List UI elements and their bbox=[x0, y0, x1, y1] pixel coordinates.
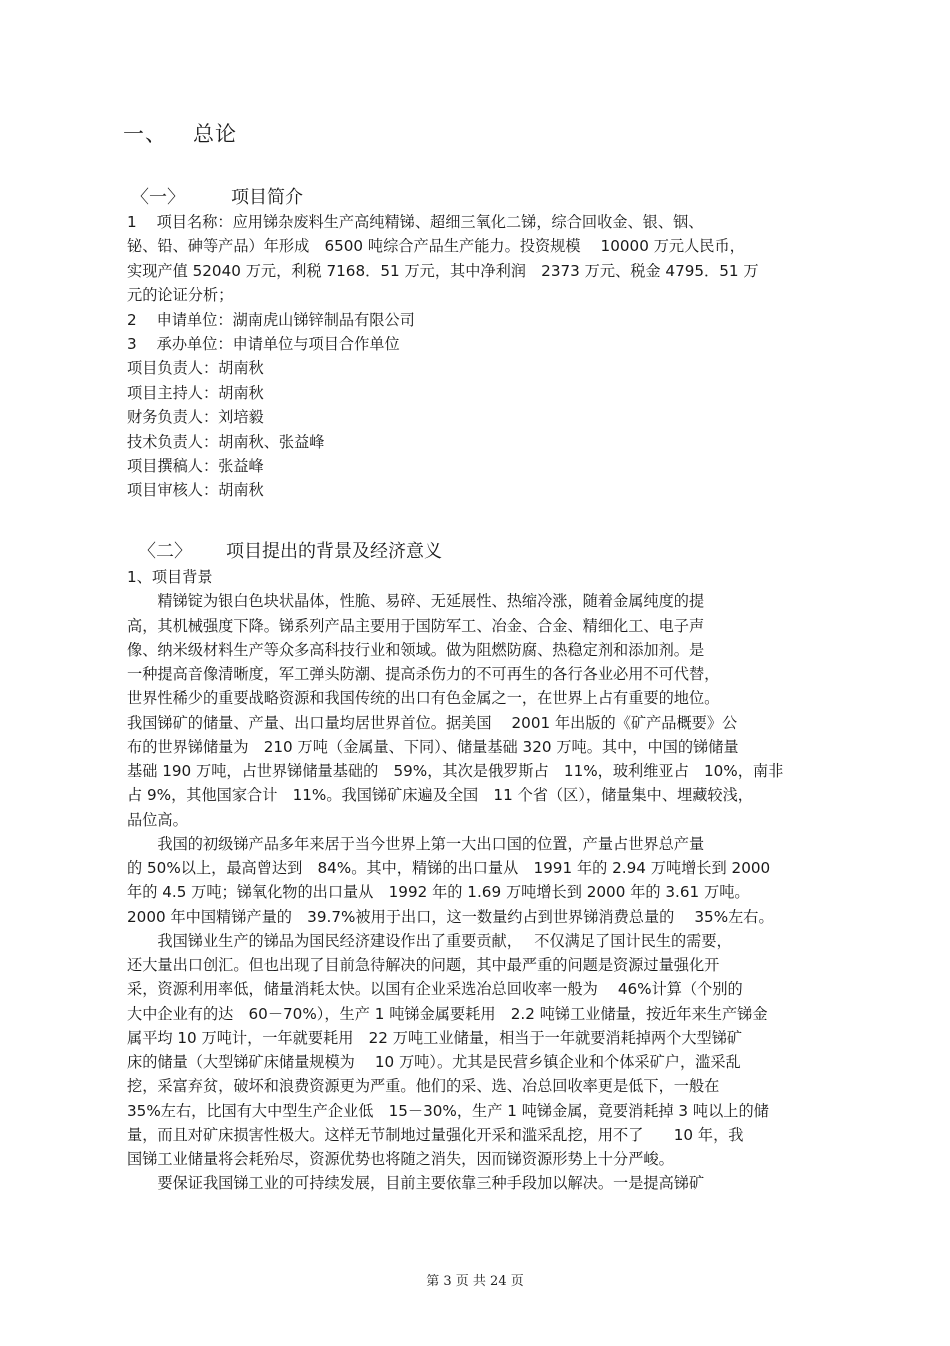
section-heading-1 bbox=[131, 183, 303, 209]
chapter-title: 总论 bbox=[193, 122, 237, 146]
text-line: 元的论证分析； bbox=[127, 286, 234, 305]
text-line: 项目负责人：胡南秋 bbox=[127, 359, 264, 378]
text-line: 项目主持人：胡南秋 bbox=[127, 383, 264, 402]
text-line: 精锑锭为银白色块状晶体，性脆、易碎、无延展性、热缩冷涨，随着金属纯度的提 bbox=[127, 592, 705, 611]
text-line: 技术负责人：胡南秋、张益峰 bbox=[127, 432, 325, 451]
text-line: 我国锑矿的储量、产量、出口量均居世界首位。据美国 2001 年出版的《矿产品概要》公 bbox=[127, 713, 738, 732]
text-line: 量，而且对矿床损害性极大。这样无节制地过量强化开采和滥采乱挖，用不了 10 年，我 bbox=[127, 1125, 744, 1144]
text-line: 铋、铅、砷等产品）年形成 6500 吨综合产品生产能力。投资规模 10000 万元人民币， bbox=[127, 237, 745, 256]
text-line: 采，资源利用率低，储量消耗太快。以国有企业采选冶总回收率一般为 46%计算（个别的 bbox=[127, 980, 743, 999]
text-line: 项目审核人：胡南秋 bbox=[127, 481, 264, 500]
text-line: 年的 4.5 万吨；锑氧化物的出口量从 1992 年的 1.69 万吨增长到 2000 年的 3.61 万吨。 bbox=[127, 883, 750, 902]
text-line: 2000 年中国精锑产量的 39.7%被用于出口，这一数量约占到世界锑消费总量的 35%左右。 bbox=[127, 907, 774, 926]
text-line: 国锑工业储量将会耗殆尽，资源优势也将随之消失，因而锑资源形势上十分严峻。 bbox=[127, 1150, 674, 1168]
text-line: 项目撰稿人：张益峰 bbox=[127, 457, 264, 475]
text-line: 实现产值 52040 万元，利税 7168．51 万元，其中净利润 2373 万元、税金 4795．51 万 bbox=[127, 261, 759, 280]
text-line: 像、纳米级材料生产等众多高科技行业和领域。做为阻燃防腐、热稳定剂和添加剂。是 bbox=[127, 640, 705, 659]
section-title: 项目简介 bbox=[231, 187, 303, 208]
section-number: 〈二〉 bbox=[138, 541, 192, 562]
text-line: 基础 190 万吨，占世界锑储量基础的 59%，其次是俄罗斯占 11%，玻利维亚占 10%，南非 bbox=[127, 762, 784, 780]
section-number: 〈一〉 bbox=[131, 187, 185, 208]
text-line: 大中企业有的达 60－70%），生产 1 吨锑金属要耗用 2.2 吨锑工业储量，按近年来生产锑金 bbox=[127, 1004, 768, 1023]
text-line: 布的世界锑储量为 210 万吨（金属量、下同）、储量基础 320 万吨。其中，中国的锑储量 bbox=[127, 737, 739, 756]
text-line: 财务负责人：刘培毅 bbox=[127, 408, 264, 427]
text-line: 高，其机械强度下降。锑系列产品主要用于国防军工、冶金、合金、精细化工、电子声 bbox=[127, 616, 705, 635]
text-line: 属平均 10 万吨计，一年就要耗用 22 万吨工业储量，相当于一年就要消耗掉两个大型锑矿 bbox=[127, 1028, 743, 1047]
chapter-heading bbox=[123, 118, 237, 148]
text-line: 还大量出口创汇。但也出现了目前急待解决的问题，其中最严重的问题是资源过量强化开 bbox=[127, 956, 720, 974]
text-line: 我国锑业生产的锑品为国民经济建设作出了重要贡献， 不仅满足了国计民生的需要， bbox=[127, 931, 732, 950]
page-footer: 第 3 页 共 24 页 bbox=[426, 1274, 524, 1289]
text-line: 要保证我国锑工业的可持续发展，目前主要依靠三种手段加以解决。一是提高锑矿 bbox=[127, 1174, 705, 1193]
text-line: 1、项目背景 bbox=[127, 568, 213, 586]
section-heading-2 bbox=[138, 537, 442, 563]
text-line: 床的储量（大型锑矿床储量规模为 10 万吨）。尤其是民营乡镇企业和个体采矿户，滥采乱 bbox=[127, 1053, 741, 1071]
text-line: 35%左右，比国有大中型生产企业低 15－30%，生产 1 吨锑金属，竟要消耗掉 3 吨以上的储 bbox=[127, 1101, 769, 1120]
text-line: 我国的初级锑产品多年来居于当今世界上第一大出口国的位置，产量占世界总产量 bbox=[127, 834, 705, 853]
text-line: 挖，采富弃贫，破坏和浪费资源更为严重。他们的采、选、冶总回收率更是低下，一般在 bbox=[127, 1077, 720, 1096]
text-line: 占 9%，其他国家合计 11%。我国锑矿床遍及全国 11 个省（区），储量集中、埋藏较浅， bbox=[127, 786, 753, 805]
text-line: 一种提高音像清晰度，军工弹头防潮、提高杀伤力的不可再生的各行各业必用不可代替， bbox=[127, 665, 720, 683]
text-line: 3 承办单位：申请单位与项目合作单位 bbox=[127, 335, 400, 353]
text-line: 的 50%以上，最高曾达到 84%。其中，精锑的出口量从 1991 年的 2.94 万吨增长到 2000 bbox=[127, 859, 771, 877]
text-line: 1 项目名称：应用锑杂废料生产高纯精锑、超细三氧化二锑，综合回收金、银、铟、 bbox=[127, 213, 704, 231]
text-line: 品位高。 bbox=[127, 810, 188, 829]
text-line: 世界性稀少的重要战略资源和我国传统的出口有色金属之一，在世界上占有重要的地位。 bbox=[127, 689, 720, 708]
text-line: 2 申请单位：湖南虎山锑锌制品有限公司 bbox=[127, 310, 415, 329]
chapter-number: 一、 bbox=[123, 122, 167, 146]
section-title: 项目提出的背景及经济意义 bbox=[226, 541, 442, 562]
